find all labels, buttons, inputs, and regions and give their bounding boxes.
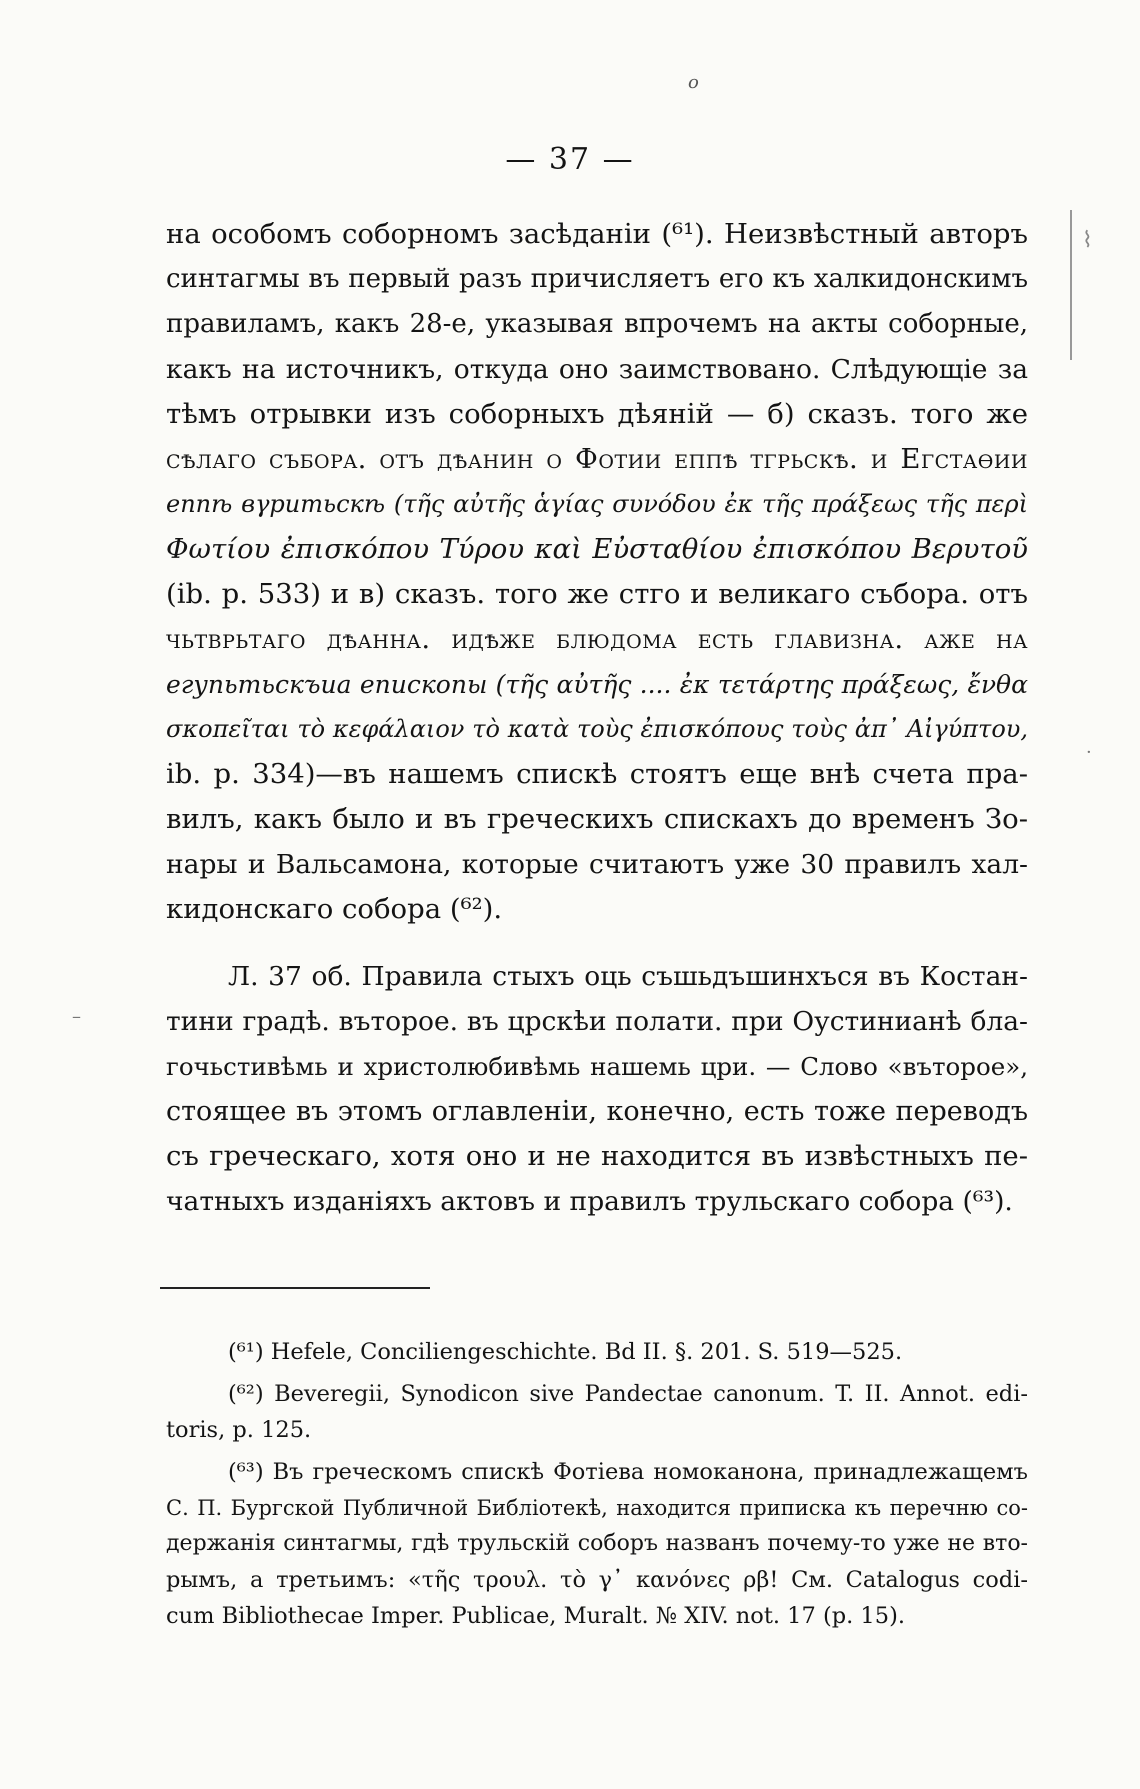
- text-line: ib. p. 334)—въ нашемъ спискѣ стоятъ еще внѣ счета пра-: [166, 758, 1028, 790]
- footnote-62-cont: toris, p. 125.: [166, 1417, 312, 1443]
- text-line: синтагмы въ первый разъ причисляетъ его къ халкидонскимъ: [166, 264, 1028, 294]
- greek-line: егупьтьскъиа епископы (τῆς αὐτῆς .... ἐκ τετάρτης πράξεως, ἔνθα: [166, 670, 1028, 699]
- margin-dot-icon: ·: [1086, 742, 1092, 763]
- slavonic-line: сѣлаго съборa. отъ дѣанин о Фотии еппѣ тγрьскѣ. и Еγстаѳии: [166, 443, 1028, 475]
- text-line: какъ на источникъ, откуда оно заимствовано. Слѣдующіе за: [166, 354, 1028, 385]
- footnote-62: (⁶²) Beveregii, Synodicon sive Pandectae canonum. T. II. Annot. edi-: [228, 1381, 1028, 1407]
- page-number: — 37 —: [505, 142, 635, 177]
- text-line: гочьстивѣмь и христолюбивѣмь нашемь цри. — Слово «въторое»,: [166, 1052, 1028, 1081]
- footnote-divider: [160, 1287, 430, 1289]
- text-line: вилъ, какъ было и въ греческихъ спискахъ до временъ Зо-: [166, 803, 1028, 835]
- margin-annotation-icon: ⌇: [1082, 228, 1093, 253]
- text-line: чатныхъ изданіяхъ актовъ и правилъ трульскаго собора (⁶³).: [166, 1186, 1013, 1217]
- greek-line: Φωτίου ἐπισκόπου Τύρου καὶ Εὐσταθίου ἐπισκόπου Βερυτοῦ: [166, 533, 1028, 565]
- footnote-63-cont: рымъ, а третьимъ: «τῆς τρουλ. τὸ γ᾽ κανόνες ρβ! См. Catalogus codi-: [166, 1567, 1028, 1593]
- greek-line: еппѣ вγритьскѣ (τῆς αὐτῆς ἁγίας συνόδου ἐκ τῆς πράξεως τῆς περὶ: [166, 490, 1028, 518]
- footnotes: [166, 1334, 1028, 1634]
- footnote-63-cont: cum Bibliothecae Imper. Publicae, Muralt. № XIV. not. 17 (p. 15).: [166, 1603, 905, 1629]
- footnote-63: (⁶³) Въ греческомъ спискѣ Фотіева номоканона, принадлежащемъ: [228, 1459, 1028, 1485]
- text-line: кидонскаго собора (⁶²).: [166, 893, 503, 925]
- text-line: тини градѣ. вътороe. въ црскѣи полати. при Оустинианѣ бла-: [166, 1006, 1028, 1037]
- text-line: стоящее въ этомъ оглавленіи, конечно, есть тоже переводъ: [166, 1096, 1028, 1127]
- greek-line: σκοπεῖται τὸ κεφάλαιον τὸ κατὰ τοὺς ἐπισκόπους τοὺς ἀπ᾽ Αἰγύπτου,: [166, 715, 1028, 743]
- footnote-63-cont: С. П. Бургской Публичной Библіотекѣ, находится приписка къ перечню со-: [166, 1496, 1028, 1520]
- text-line: нары и Вальсамона, которые считаютъ уже 30 правилъ хал-: [166, 849, 1028, 880]
- stray-mark: o: [688, 72, 699, 93]
- footnote-61: (⁶¹) Hefele, Conciliengeschichte. Bd II. §. 201. S. 519—525.: [228, 1339, 903, 1365]
- text-line: правиламъ, какъ 28-е, указывая впрочемъ на акты соборные,: [166, 309, 1028, 339]
- text-line: на особомъ соборномъ засѣданіи (⁶¹). Неизвѣстный авторъ: [166, 218, 1028, 250]
- text-line: Л. 37 об. Правила стыхъ оць съшьдъшинхъся въ Костан-: [228, 961, 1028, 992]
- main-text: [166, 212, 1028, 1224]
- text-line: тѣмъ отрывки изъ соборныхъ дѣяній — б) сказъ. того же: [166, 398, 1028, 430]
- slavonic-line: чьтврьтаго дѣанна. идѣже блюдома есть главизна. аже на: [166, 623, 1028, 655]
- margin-bracket: [1070, 210, 1072, 360]
- text-line: (ib. p. 533) и в) сказъ. того же стго и великаго събора. отъ: [166, 578, 1028, 610]
- text-line: съ греческаго, хотя оно и не находится въ извѣстныхъ пе-: [166, 1140, 1028, 1172]
- footnote-63-cont: держанія синтагмы, гдѣ трульскій соборъ названъ почему-то уже не вто-: [166, 1531, 1028, 1556]
- margin-dot-icon: –: [72, 1006, 81, 1027]
